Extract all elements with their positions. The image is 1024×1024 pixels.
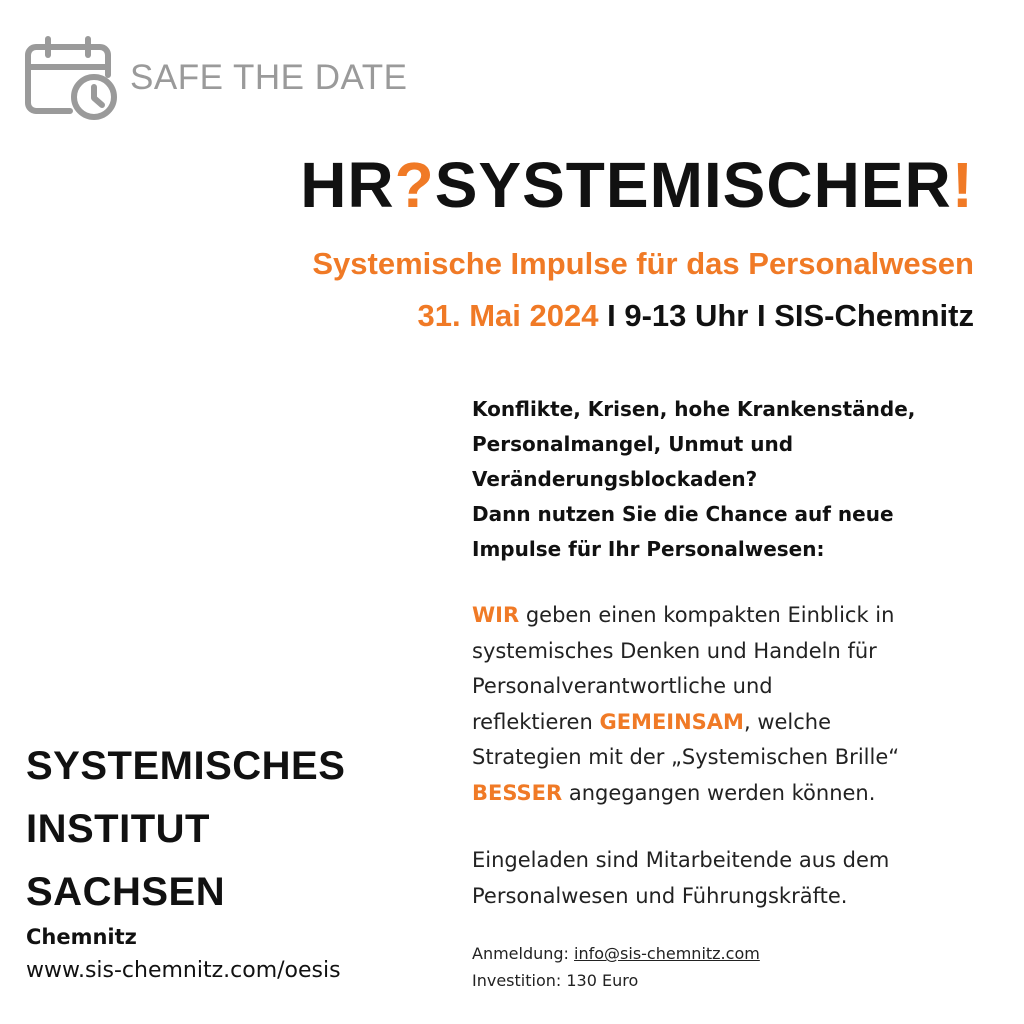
event-date: 31. Mai 2024 — [417, 298, 599, 333]
subtitle: Systemische Impulse für das Personalwesen — [312, 246, 974, 281]
title-part-systemischer: SYSTEMISCHER — [434, 149, 952, 221]
body-line-text: reflektieren — [472, 709, 600, 734]
description-text — [472, 598, 992, 811]
institute-name — [26, 735, 345, 924]
registration-line — [472, 940, 760, 967]
body-line: Personalverantwortliche und — [472, 674, 773, 698]
institute-line: INSTITUT — [26, 807, 210, 851]
body-line: Strategien mit der „Systemischen Brille“ — [472, 745, 900, 769]
contact-info — [472, 940, 760, 994]
calendar-clock-icon — [22, 35, 122, 123]
institute-city: Chemnitz — [26, 925, 137, 949]
registration-label: Anmeldung: — [472, 944, 575, 963]
highlight-wir: WIR — [472, 603, 520, 627]
institute-line: SYSTEMISCHES — [26, 744, 346, 788]
invite-line: Personalwesen und Führungskräfte. — [472, 883, 848, 908]
intro-line: Dann nutzen Sie die Chance auf neue — [472, 502, 894, 526]
event-details: I 9-13 Uhr I SIS-Chemnitz — [598, 298, 974, 333]
investment-line: Investition: 130 Euro — [472, 971, 639, 990]
institute-line: SACHSEN — [26, 870, 226, 914]
body-line: systemisches Denken und Handeln für — [472, 638, 877, 663]
body-line — [472, 598, 992, 634]
title-question-mark: ? — [394, 149, 435, 221]
title-exclamation: ! — [951, 149, 974, 221]
body-line — [472, 776, 992, 812]
safe-the-date-label: SAFE THE DATE — [130, 58, 408, 97]
intro-line: Konflikte, Krisen, hohe Krankenstände, — [472, 397, 916, 421]
title-part-hr: HR — [300, 149, 395, 221]
body-line-text: angegangen werden können. — [562, 780, 876, 805]
body-line-text: geben einen kompakten Einblick in — [519, 603, 895, 627]
invite-line: Eingeladen sind Mitarbeitende aus dem — [472, 848, 890, 872]
highlight-gemeinsam: GEMEINSAM — [599, 709, 744, 734]
invitation-text — [472, 843, 992, 914]
body-line-text: , welche — [743, 709, 832, 734]
website-url[interactable]: www.sis-chemnitz.com/oesis — [26, 958, 341, 983]
event-dateline — [418, 298, 974, 334]
intro-text — [472, 392, 992, 567]
email-link[interactable]: info@sis-chemnitz.com — [574, 944, 760, 963]
intro-line: Veränderungsblockaden? — [472, 467, 758, 491]
body-line — [472, 705, 992, 741]
highlight-besser: BESSER — [472, 780, 563, 805]
page-title — [300, 148, 974, 222]
intro-line: Personalmangel, Unmut und — [472, 432, 794, 456]
intro-line: Impulse für Ihr Personalwesen: — [472, 537, 825, 561]
